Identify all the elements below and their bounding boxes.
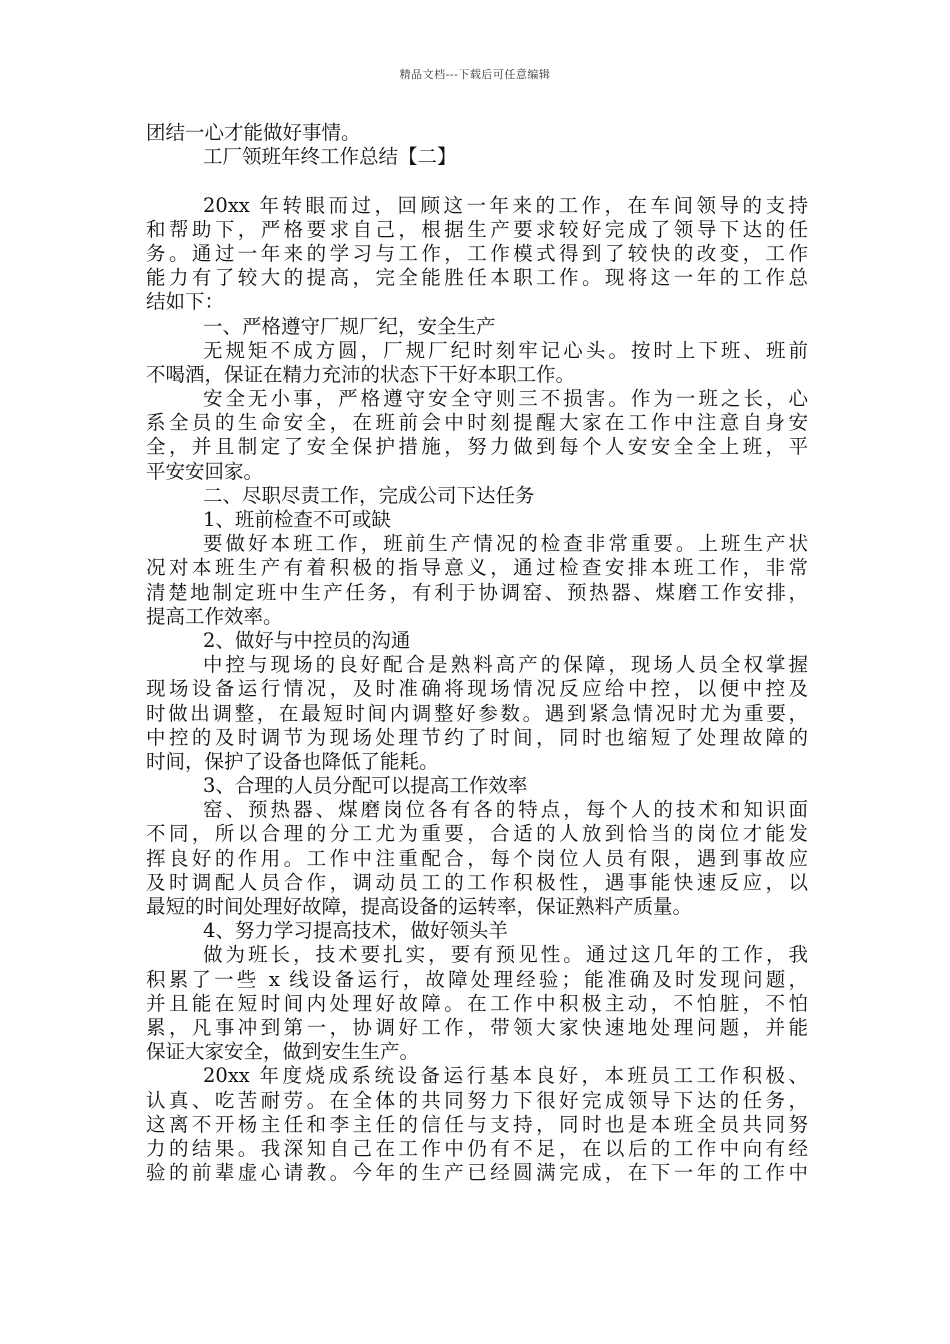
text-line: 窑、预热器、煤磨岗位各有各的特点，每个人的技术和知识面: [203, 798, 808, 822]
text-line: 挥良好的作用。工作中注重配合，每个岗位人员有限，遇到事故应: [146, 846, 808, 870]
text-line: 不同，所以合理的分工尤为重要，合适的人放到恰当的岗位才能发: [146, 822, 808, 846]
text-line: 全，并且制定了安全保护措施，努力做到每个人安安全全上班，平: [146, 435, 808, 459]
text-line: 现场设备运行情况，及时准确将现场情况反应给中控，以便中控及: [146, 677, 808, 701]
text-line: 及时调配人员合作，调动员工的工作积极性，遇事能快速反应，以: [146, 870, 808, 894]
text-line: 中控的及时调节为现场处理节约了时间，同时也缩短了处理故障的: [146, 725, 808, 749]
text-line: 20xx 年度烧成系统设备运行基本良好，本班员工工作积极、: [203, 1064, 808, 1088]
text-line: 累，凡事冲到第一，协调好工作，带领大家快速地处理问题，并能: [146, 1015, 808, 1039]
text-line: 这离不开杨主任和李主任的信任与支持，同时也是本班全员共同努: [146, 1112, 808, 1136]
text-line: 务。通过一年来的学习与工作，工作模式得到了较快的改变，工作: [146, 241, 808, 265]
text-line: 结如下：: [146, 290, 225, 314]
text-line: 2、做好与中控员的沟通: [203, 628, 411, 652]
text-line: 要做好本班工作，班前生产情况的检查非常重要。上班生产状: [203, 532, 808, 556]
text-line: 无规矩不成方圆，厂规厂纪时刻牢记心头。按时上下班、班前: [203, 338, 808, 362]
text-line: 并且能在短时间内处理好故障。在工作中积极主动，不怕脏，不怕: [146, 991, 808, 1015]
text-line: 中控与现场的良好配合是熟料高产的保障，现场人员全权掌握: [203, 653, 808, 677]
text-line: 4、努力学习提高技术，做好领头羊: [203, 919, 508, 943]
page-header-note: 精品文档---下载后可任意编辑: [399, 68, 551, 81]
text-line: 平安安回家。: [146, 459, 264, 483]
text-line: 20xx 年转眼而过，回顾这一年来的工作，在车间领导的支持: [203, 193, 808, 217]
text-line: 工厂领班年终工作总结【二】: [203, 145, 457, 169]
text-line: 系全员的生命安全，在班前会中时刻提醒大家在工作中注意自身安: [146, 411, 808, 435]
text-line: 二、尽职尽责工作，完成公司下达任务: [203, 483, 535, 507]
text-line: 安全无小事，严格遵守安全守则三不损害。作为一班之长，心: [203, 387, 808, 411]
text-line: 3、合理的人员分配可以提高工作效率: [203, 774, 528, 798]
text-line: 能力有了较大的提高，完全能胜任本职工作。现将这一年的工作总: [146, 266, 808, 290]
blank-line: [146, 169, 808, 193]
text-line: 况对本班生产有着积极的指导意义，通过检查安排本班工作，非常: [146, 556, 808, 580]
text-line: 时做出调整，在最短时间内调整好参数。遇到紧急情况时尤为重要，: [146, 701, 808, 725]
text-line: 一、严格遵守厂规厂纪，安全生产: [203, 314, 496, 338]
text-line: 1、班前检查不可或缺: [203, 508, 391, 531]
text-line: 和帮助下，严格要求自己，根据生产要求较好完成了领导下达的任: [146, 217, 808, 241]
text-line: 积累了一些 x 线设备运行，故障处理经验；能准确及时发现问题，: [146, 967, 808, 991]
text-line: 力的结果。我深知自己在工作中仍有不足，在以后的工作中向有经: [146, 1136, 808, 1160]
text-line: 做为班长，技术要扎实，要有预见性。通过这几年的工作，我: [203, 943, 808, 967]
text-line: 时间，保护了设备也降低了能耗。: [146, 749, 439, 773]
text-line: 清楚地制定班中生产任务，有利于协调窑、预热器、煤磨工作安排，: [146, 580, 808, 604]
text-line: 保证大家安全，做到安生生产。: [146, 1040, 420, 1064]
text-line: 团结一心才能做好事情。: [146, 121, 361, 144]
document-body: [146, 121, 808, 1185]
text-line: 不喝酒，保证在精力充沛的状态下干好本职工作。: [146, 362, 576, 386]
text-line: 验的前辈虚心请教。今年的生产已经圆满完成，在下一年的工作中: [146, 1161, 808, 1185]
text-line: 认真、吃苦耐劳。在全体的共同努力下很好完成领导下达的任务，: [146, 1088, 808, 1112]
text-line: 提高工作效率。: [146, 604, 283, 628]
text-line: 最短的时间处理好故障，提高设备的运转率，保证熟料产质量。: [146, 895, 693, 918]
